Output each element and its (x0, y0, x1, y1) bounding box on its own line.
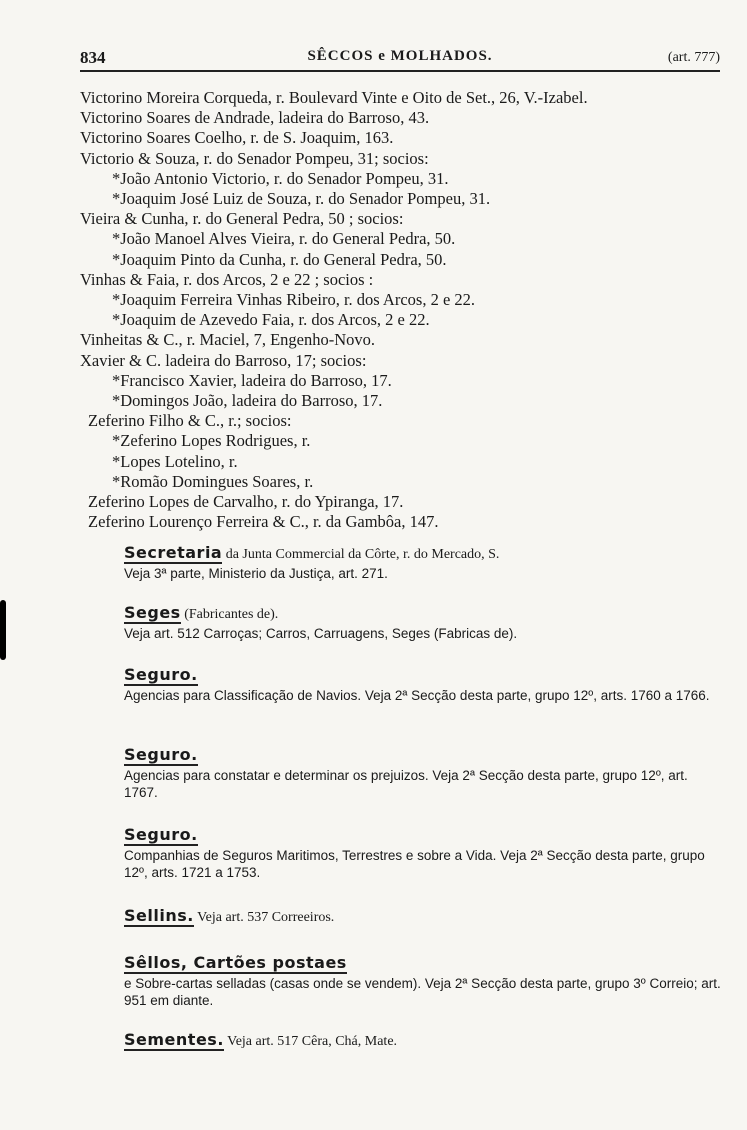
list-item: Vinhas & Faia, r. dos Arcos, 2 e 22 ; socios : (80, 269, 374, 289)
list-item: *Francisco Xavier, ladeira do Barroso, 17. (112, 370, 392, 390)
list-item: *João Antonio Victorio, r. do Senador Pompeu, 31. (112, 168, 449, 188)
category-seges (124, 603, 517, 642)
list-item: Victorino Moreira Corqueda, r. Boulevard Vinte e Oito de Set., 26, V.-Izabel. (80, 88, 588, 107)
list-item: Zeferino Filho & C., r.; socios: (88, 411, 292, 431)
list-item: *Joaquim de Azevedo Faia, r. dos Arcos, 2 e 22. (112, 310, 430, 330)
entry-list (80, 88, 730, 532)
list-item: Victorio & Souza, r. do Senador Pompeu, 31; socios: (80, 148, 429, 168)
category-seguro-3 (124, 825, 724, 881)
category-body: Veja 3ª parte, Ministerio da Justiça, art. 271. (124, 566, 388, 581)
category-title: Seges (124, 603, 181, 622)
list-item: *Romão Domingues Soares, r. (112, 471, 314, 491)
list-item: *Zeferino Lopes Rodrigues, r. (112, 431, 311, 451)
page-number: 834 (80, 48, 106, 67)
category-suffix: Veja art. 537 Correeiros. (197, 910, 335, 925)
category-body: Agencias para Classificação de Navios. Veja 2ª Secção desta parte, grupo 12º, arts. 1760 a 1766. (124, 688, 710, 703)
category-suffix: (Fabricantes de). (184, 607, 279, 622)
list-item: Zeferino Lourenço Ferreira & C., r. da Gambôa, 147. (88, 512, 439, 532)
running-title: SÊCCOS e MOLHADOS. (307, 48, 493, 64)
category-title: Seguro. (124, 665, 198, 684)
category-title: Seguro. (124, 745, 198, 764)
page-header (80, 44, 720, 72)
category-body: Agencias para constatar e determinar os prejuizos. Veja 2ª Secção desta parte, grupo 12º, art. 1767. (124, 768, 688, 800)
category-body: e Sobre-cartas selladas (casas onde se vendem). Veja 2ª Secção desta parte, grupo 3º Correio; art. 951 em diante. (124, 976, 721, 1008)
category-seguro-2 (124, 745, 724, 801)
list-item: Victorino Soares de Andrade, ladeira do Barroso, 43. (80, 108, 430, 128)
list-item: Vinheitas & C., r. Maciel, 7, Engenho-Novo. (80, 330, 376, 350)
category-sellos (124, 953, 724, 1009)
category-body: Veja art. 512 Carroças; Carros, Carruagens, Seges (Fabricas de). (124, 626, 518, 641)
category-title: Secretaria (124, 543, 223, 562)
category-title: Sêllos, Cartões postaes (124, 953, 347, 972)
category-title: Seguro. (124, 825, 198, 844)
list-item: Vieira & Cunha, r. do General Pedra, 50 ; socios: (80, 209, 404, 229)
category-sellins (124, 906, 334, 928)
list-item: *Joaquim Pinto da Cunha, r. do General Pedra, 50. (112, 249, 447, 269)
category-seguro-1 (124, 665, 710, 704)
list-item: *Lopes Lotelino, r. (112, 451, 238, 471)
category-suffix: da Junta Commercial da Côrte, r. do Mercado, S. (225, 547, 500, 562)
category-title: Sellins. (124, 906, 194, 925)
category-suffix: Veja art. 517 Cêra, Chá, Mate. (227, 1034, 398, 1049)
list-item: *Domingos João, ladeira do Barroso, 17. (112, 391, 383, 411)
list-item: *João Manoel Alves Vieira, r. do General Pedra, 50. (112, 229, 456, 249)
category-title: Sementes. (124, 1030, 224, 1049)
binding-mark (0, 600, 6, 660)
list-item: Victorino Soares Coelho, r. de S. Joaquim, 163. (80, 128, 394, 148)
list-item: *Joaquim José Luiz de Souza, r. do Senador Pompeu, 31. (112, 189, 491, 209)
list-item: Xavier & C. ladeira do Barroso, 17; socios: (80, 350, 367, 370)
category-body: Companhias de Seguros Maritimos, Terrestres e sobre a Vida. Veja 2ª Secção desta parte, grupo 12º, arts. 1721 a 1753. (124, 848, 705, 880)
list-item: *Joaquim Ferreira Vinhas Ribeiro, r. dos Arcos, 2 e 22. (112, 290, 476, 310)
category-sementes (124, 1030, 397, 1052)
category-secretaria (124, 543, 499, 582)
article-reference: (art. 777) (667, 50, 720, 65)
list-item: Zeferino Lopes de Carvalho, r. do Ypiranga, 17. (88, 492, 404, 512)
